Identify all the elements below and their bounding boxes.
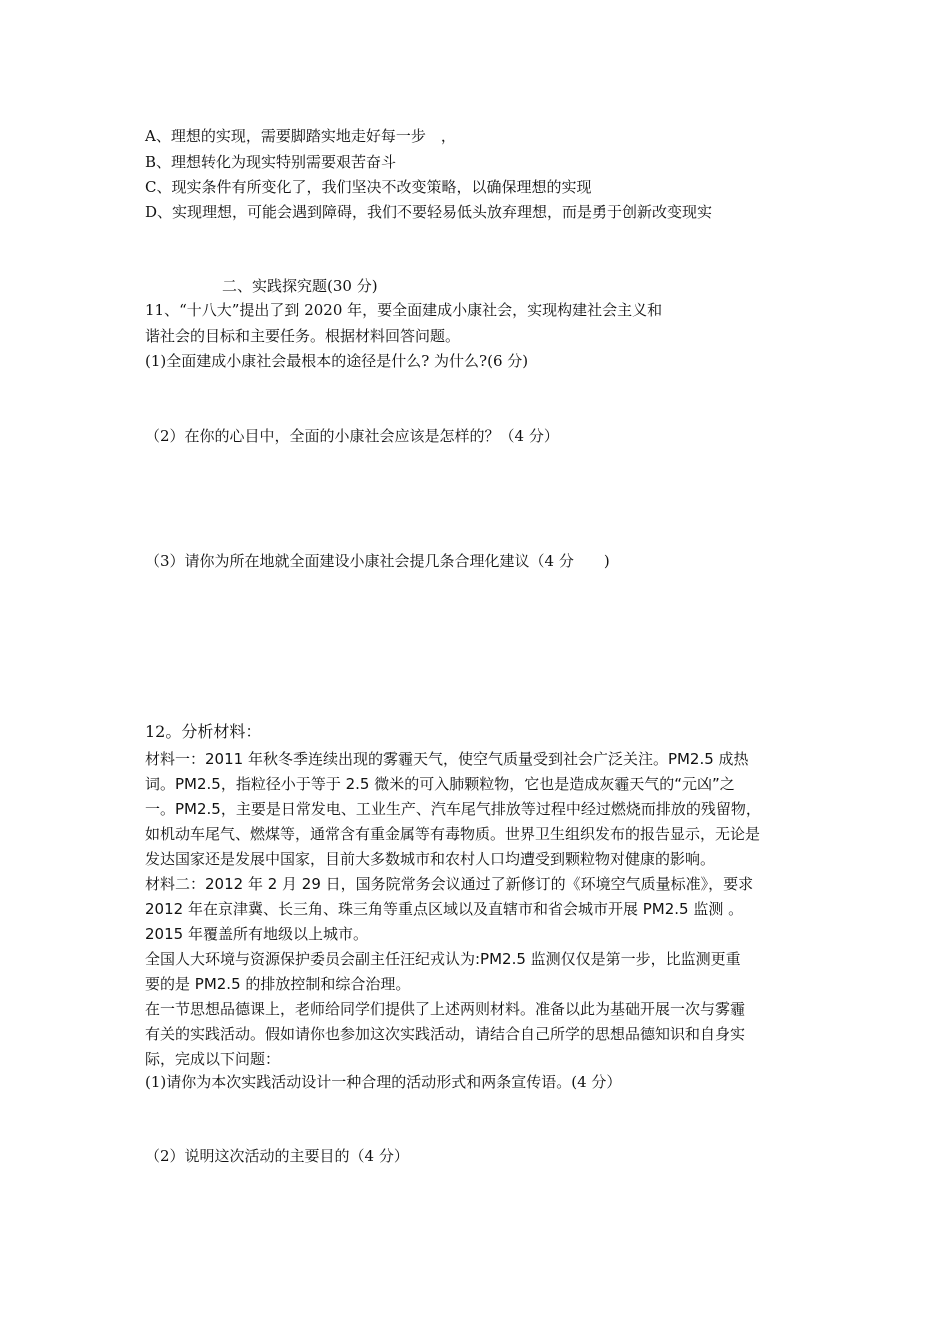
q12-line: 发达国家还是发展中国家，目前大多数城市和农村人口均遭受到颗粒物对健康的影响。 bbox=[145, 850, 716, 868]
q12-line: 在一节思想品德课上，老师给同学们提供了上述两则材料。准备以此为基础开展一次与雾霾 bbox=[145, 1000, 746, 1018]
q11-stem-line2: 谐社会的目标和主要任务。根据材料回答问题。 bbox=[145, 327, 461, 345]
option-b: B、理想转化为现实特别需要艰苦奋斗 bbox=[145, 153, 397, 171]
q12-line: 际，完成以下问题： bbox=[145, 1050, 281, 1068]
q12-title: 12。分析材料： bbox=[145, 722, 262, 741]
q12-line: 材料二：2012 年 2 月 29 日，国务院常务会议通过了新修订的《环境空气质量标准》，要求 bbox=[145, 875, 754, 893]
q12-line: 2015 年覆盖所有地级以上城市。 bbox=[145, 925, 368, 943]
q12-line: 2012 年在京津冀、长三角、珠三角等重点区域以及直辖市和省会城市开展 PM2.5 监测 。 bbox=[145, 900, 744, 918]
q12-line: 一。PM2.5，主要是日常发电、工业生产、汽车尾气排放等过程中经过燃烧而排放的残留物， bbox=[145, 800, 761, 818]
q12-material bbox=[145, 747, 810, 1072]
q12-line: 要的是 PM2.5 的排放控制和综合治理。 bbox=[145, 975, 411, 993]
q12-sub2: （2）说明这次活动的主要目的（4 分） bbox=[145, 1147, 409, 1165]
q12-line: 词。PM2.5，指粒径小于等于 2.5 微米的可入肺颗粒物，它也是造成灰霾天气的“元凶”之 bbox=[145, 775, 735, 793]
q11-sub2: （2）在你的心目中，全面的小康社会应该是怎样的？（4 分） bbox=[145, 427, 559, 445]
q11-stem-line1: 11、“十八大”提出了到 2020 年，要全面建成小康社会，实现构建社会主义和 bbox=[145, 301, 663, 319]
q11-sub3: （3）请你为所在地就全面建设小康社会提几条合理化建议（4 分 ) bbox=[145, 552, 610, 570]
option-c: C、现实条件有所变化了，我们坚决不改变策略，以确保理想的实现 bbox=[145, 178, 592, 196]
q11-sub1: (1)全面建成小康社会最根本的途径是什么? 为什么?(6 分) bbox=[145, 352, 529, 370]
q12-line: 材料一：2011 年秋冬季连续出现的雾霾天气，使空气质量受到社会广泛关注。PM2.5 成热 bbox=[145, 750, 749, 768]
q12-line: 如机动车尾气、燃煤等，通常含有重金属等有毒物质。世界卫生组织发布的报告显示，无论是 bbox=[145, 825, 761, 843]
q12-line: 全国人大环境与资源保护委员会副主任汪纪戎认为:PM2.5 监测仅仅是第一步，比监测更重 bbox=[145, 950, 741, 968]
option-d: D、实现理想，可能会遇到障碍，我们不要轻易低头放弃理想，而是勇于创新改变现实 bbox=[145, 203, 713, 221]
q12-sub1: (1)请你为本次实践活动设计一种合理的活动形式和两条宣传语。(4 分） bbox=[145, 1073, 622, 1091]
q12-line: 有关的实践活动。假如请你也参加这次实践活动，请结合自己所学的思想品德知识和自身实 bbox=[145, 1025, 746, 1043]
section-heading: 二、实践探究题(30 分) bbox=[222, 277, 378, 295]
option-a: A、理想的实现，需要脚踏实地走好每一步 ， bbox=[145, 127, 456, 145]
